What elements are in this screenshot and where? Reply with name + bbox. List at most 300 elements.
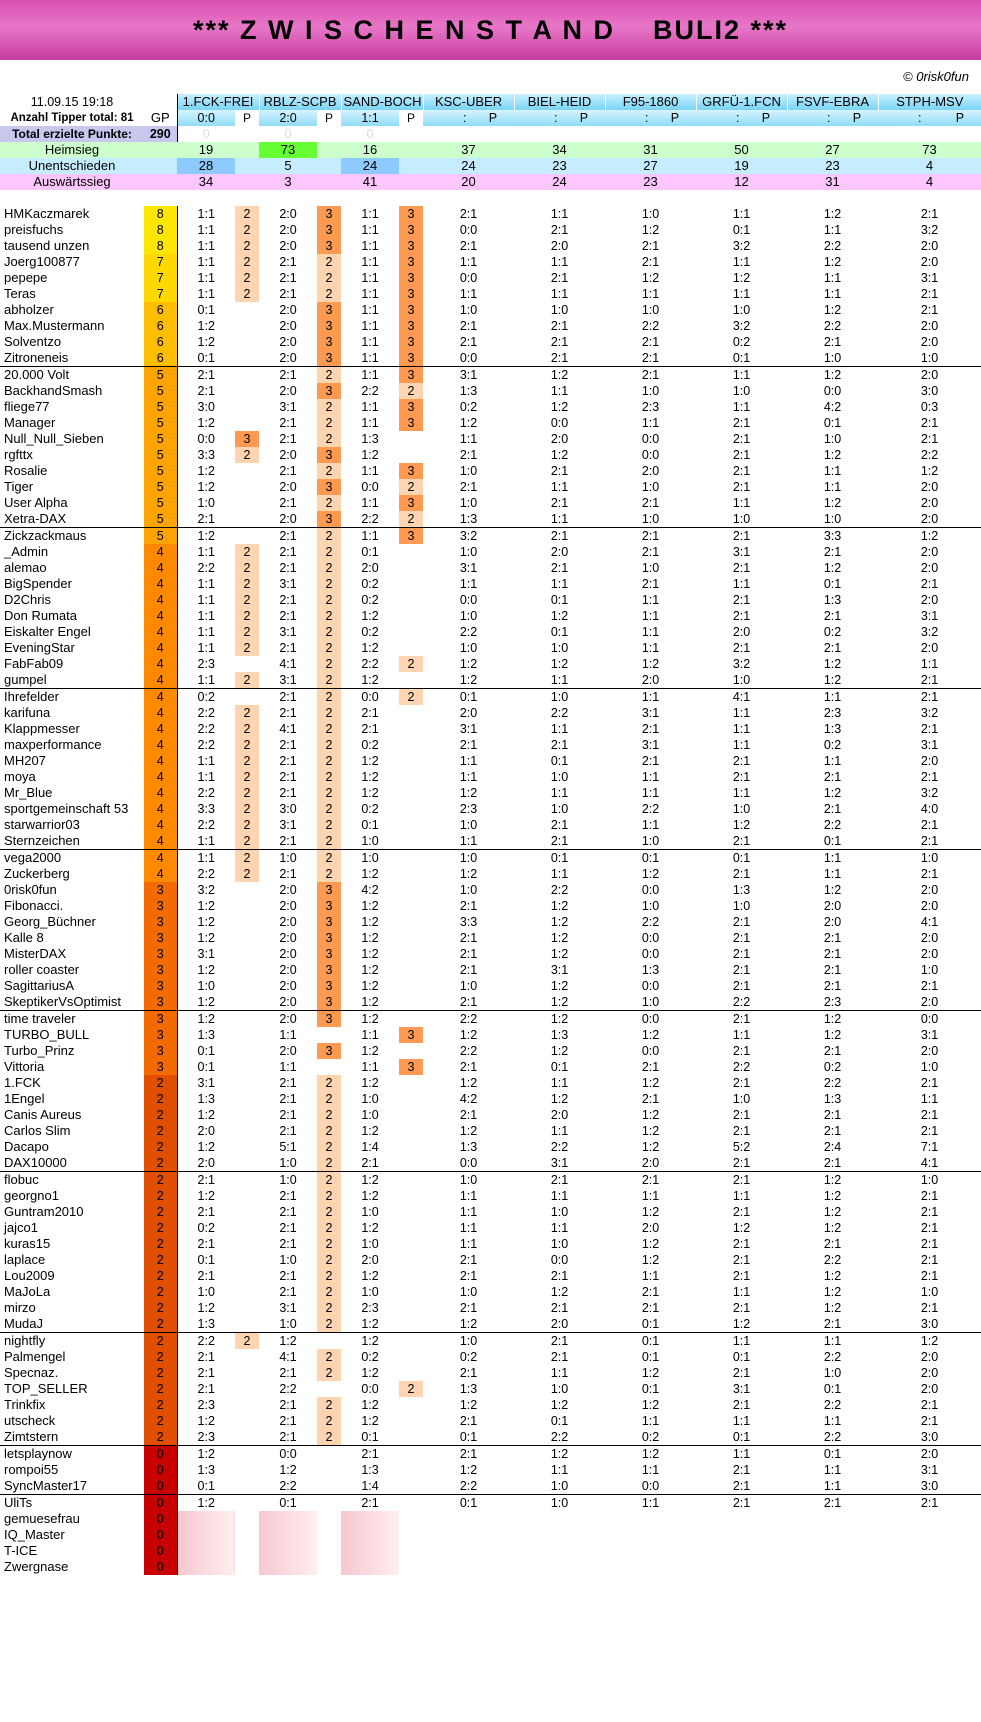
player-tip: 3:3 [787,528,878,545]
stat-label: Heimsieg [0,142,144,158]
player-tip: 1:1 [177,544,235,560]
player-match-points [399,882,423,898]
player-match-points [235,1123,259,1139]
player-tip [341,1559,399,1575]
player-points: 0 [144,1478,177,1495]
player-tip: 2:1 [423,1446,514,1463]
player-tip: 3:2 [920,786,939,800]
stat-value: 4 [925,158,934,173]
player-tip: 1:0 [341,850,399,867]
credit-label: © 0risk0fun [903,69,969,84]
player-match-points [235,318,259,334]
player-tip: 2:0 [279,963,297,977]
spacer [317,190,341,206]
table-row [0,367,981,384]
player-tip: 2:2 [361,512,379,526]
player-tip: 1:1 [696,367,787,384]
player-tip: 2:1 [823,979,842,993]
stat-value: 12 [734,174,749,189]
player-name: Klappmesser [4,721,80,736]
player-tip: 1:0 [641,561,660,575]
player-tip: 3:0 [920,1430,939,1444]
player-tip: 1:1 [732,786,751,800]
player-tip: 1:1 [823,1463,842,1477]
player-tip: 2:1 [279,609,297,623]
spacer [317,158,341,174]
player-tip: 0:1 [423,689,514,706]
player-name: gumpel [4,672,47,687]
player-tip: 1:1 [641,1189,660,1203]
player-tip: 1:1 [641,609,660,623]
player-tip: 1:0 [423,1172,514,1189]
player-tip: 0:0 [641,979,660,993]
player-tip: 2:1 [279,1398,297,1412]
player-tip [259,1511,317,1527]
player-tip: 1:4 [361,1479,379,1493]
table-row [0,1252,981,1268]
player-tip: 1:0 [459,979,478,993]
player-match-points: 2 [317,753,341,769]
player-match-points [399,1333,423,1350]
player-tip: 1:1 [361,464,379,478]
player-tip: 1:1 [361,351,379,365]
player-tip [878,1527,981,1543]
player-tip: 1:0 [641,834,660,848]
player-name: Mr_Blue [4,785,53,800]
player-tip: 2:1 [732,1301,751,1315]
player-tip [177,1527,235,1543]
table-row [0,1155,981,1172]
player-match-points [399,1284,423,1300]
player-tip: 2:1 [823,609,842,623]
player-match-points [399,1155,423,1172]
player-tip: 0:3 [920,400,939,414]
player-tip: 1:3 [177,1027,235,1043]
player-tip: 1:0 [641,207,660,221]
player-tip: 4:2 [823,400,842,414]
stat-value: 27 [825,142,840,157]
player-tip: 2:1 [732,963,751,977]
player-tip: 2:0 [361,561,379,575]
player-tip: 2:1 [279,1124,297,1138]
player-tip: 1:2 [641,1253,660,1267]
player-tip: 2:1 [878,1495,981,1512]
player-match-points [399,431,423,447]
player-tip: 3:1 [279,818,297,832]
player-match-points: 2 [235,544,259,560]
player-tip: 1:1 [550,207,569,221]
spacer [341,190,399,206]
player-tip: 1:2 [279,1463,297,1477]
player-match-points: 2 [317,1107,341,1123]
player-tip: 1:2 [823,1269,842,1283]
player-points: 0 [144,1495,177,1512]
player-tip [423,1559,514,1575]
table-row [0,383,981,399]
player-match-points: 2 [317,576,341,592]
spacer [235,158,259,174]
header-row-results [0,110,981,126]
player-tip [177,1543,235,1559]
player-name: Fibonacci. [4,898,64,913]
player-tip: 2:0 [550,1108,569,1122]
player-match-points [235,1543,259,1559]
player-match-points: 3 [399,415,423,431]
stat-value: 28 [177,158,235,174]
player-tip: 2:1 [732,947,751,961]
player-match-points: 2 [235,560,259,576]
player-tip: 1:1 [823,271,842,285]
player-tip: 1:0 [823,1366,842,1380]
player-tip: 2:0 [279,915,297,929]
player-tip [878,1543,981,1559]
player-match-points [235,1284,259,1300]
player-tip: 2:2 [177,866,235,882]
player-points: 2 [144,1236,177,1252]
player-tip: 2:1 [279,432,297,446]
table-row [0,1365,981,1381]
player-match-points: 2 [399,479,423,495]
player-match-points: 2 [317,1284,341,1300]
player-tip: 2:1 [279,738,297,752]
player-match-points: 2 [317,1397,341,1413]
table-row [0,1316,981,1333]
table-row [0,866,981,882]
player-match-points: 3 [317,914,341,930]
player-tip: 2:2 [823,1430,842,1444]
player-name: karifuna [4,705,51,720]
player-tip: 2:1 [279,1285,297,1299]
player-tip: 0:0 [550,1253,569,1267]
player-tip: 3:2 [732,319,751,333]
stat-row [0,174,981,190]
player-match-points: 2 [235,753,259,769]
player-match-points: 2 [317,1349,341,1365]
player-tip: 2:1 [279,1221,297,1235]
player-name: EveningStar [4,640,75,655]
player-tip: 1:2 [459,673,478,687]
player-tip: 2:1 [641,255,660,269]
spacer [0,190,144,206]
player-tip: 2:2 [361,657,379,671]
player-match-points: 3 [317,479,341,495]
player-tip: 1:2 [361,1269,379,1283]
player-name: Palmengel [4,1349,66,1364]
table-row [0,1188,981,1204]
player-tip: 0:1 [823,834,842,848]
player-tip: 1:0 [550,641,569,655]
player-name: TURBO_BULL [4,1027,90,1042]
player-tip: 1:0 [550,1479,569,1493]
player-tip: 2:1 [920,722,939,736]
player-tip: 1:2 [177,914,235,930]
player-tip: 1:0 [732,512,751,526]
player-tip: 2:1 [279,1366,297,1380]
player-tip: 1:2 [459,867,478,881]
player-tip: 0:0 [459,271,478,285]
player-name: D2Chris [4,592,51,607]
player-tip: 1:3 [459,512,478,526]
player-tip: 1:2 [177,1107,235,1123]
player-match-points [235,1559,259,1575]
player-tip: 1:3 [177,1091,235,1107]
player-tip: 0:1 [177,302,235,318]
player-tip: 2:1 [732,1253,751,1267]
player-tip: 0:0 [823,384,842,398]
player-name: Zimtstern [4,1429,59,1444]
player-tip: 2:0 [279,979,297,993]
spacer [235,174,259,190]
player-match-points: 3 [399,528,423,545]
player-match-points [235,1462,259,1478]
player-tip: 2:1 [459,1269,478,1283]
player-tip: 1:1 [361,416,379,430]
player-tip: 4:1 [920,1156,939,1170]
player-tip: 0:1 [361,545,379,559]
player-points: 4 [144,850,177,867]
player-match-points [235,689,259,706]
table-row [0,447,981,463]
player-tip: 1:2 [361,931,379,945]
player-match-points [399,1268,423,1284]
spacer [399,190,423,206]
player-tip: 2:1 [279,1237,297,1251]
player-match-points: 3 [399,286,423,302]
player-match-points [235,994,259,1011]
player-tip: 1:2 [787,1172,878,1189]
player-name: moya [4,769,36,784]
player-tip: 2:0 [920,641,939,655]
player-points: 2 [144,1172,177,1189]
player-match-points: 3 [399,254,423,270]
table-row [0,882,981,898]
player-match-points: 2 [235,576,259,592]
title-banner [0,0,981,60]
player-match-points: 2 [235,833,259,850]
stat-value: 31 [825,174,840,189]
player-tip [605,1527,696,1543]
player-tip: 2:1 [732,1366,751,1380]
player-tip: 1:0 [732,303,751,317]
match-sum: 0 [177,126,235,142]
player-tip: 2:0 [641,673,660,687]
stat-value: 24 [461,158,476,173]
player-match-points [317,1446,341,1463]
player-tip: 1:1 [177,753,235,769]
player-tip [878,1511,981,1527]
player-points: 2 [144,1349,177,1365]
player-tip: 0:0 [878,1011,981,1028]
player-tip: 1:3 [459,1382,478,1396]
player-match-points [399,1300,423,1316]
player-match-points: 2 [235,866,259,882]
player-match-points: 2 [317,270,341,286]
player-match-points [235,1172,259,1189]
player-tip: 2:0 [920,335,939,349]
player-points: 4 [144,785,177,801]
points-col-header: P [407,111,416,125]
player-tip [605,1559,696,1575]
player-match-points [399,1527,423,1543]
player-tip: 2:2 [177,817,235,833]
player-match-points [317,1027,341,1043]
player-tip: 2:1 [920,1253,939,1267]
player-tip: 7:1 [920,1140,939,1154]
player-match-points: 2 [317,1236,341,1252]
player-tip: 1:2 [823,786,842,800]
player-points: 2 [144,1381,177,1397]
player-tip: 3:1 [920,1463,939,1477]
player-match-points: 3 [317,930,341,946]
player-tip: 2:1 [550,1269,569,1283]
player-tip: 1:1 [361,287,379,301]
player-tip: 1:1 [641,416,660,430]
player-tip: 1:1 [641,1414,660,1428]
player-match-points: 2 [317,1155,341,1172]
player-tip: 2:1 [920,1076,939,1090]
player-points: 5 [144,399,177,415]
stat-value: 24 [552,174,567,189]
stat-value: 5 [284,158,292,173]
player-tip: 1:2 [361,1076,379,1090]
player-match-points: 2 [317,367,341,384]
player-match-points: 3 [399,318,423,334]
player-tip: 2:2 [823,1350,842,1364]
player-match-points [399,769,423,785]
player-match-points: 2 [317,801,341,817]
player-tip: 3:2 [177,882,235,898]
player-tip: 1:2 [459,786,478,800]
player-points: 8 [144,222,177,238]
player-tip: 3:3 [459,915,478,929]
player-tip: 2:1 [279,1430,297,1444]
player-tip: 1:2 [177,318,235,334]
player-match-points: 2 [317,592,341,608]
player-tip: 2:1 [732,1463,751,1477]
player-tip: 1:2 [823,448,842,462]
player-tip: 2:1 [823,1156,842,1170]
player-tip: 1:0 [459,545,478,559]
player-tip: 1:1 [361,207,379,221]
table-row [0,1268,981,1284]
player-tip: 1:0 [878,1172,981,1189]
player-tip: 1:0 [361,1205,379,1219]
player-match-points [235,463,259,479]
player-tip: 2:0 [279,207,297,221]
player-tip: 2:1 [177,1236,235,1252]
player-match-points [235,1059,259,1075]
player-tip: 1:2 [641,1140,660,1154]
player-tip: 2:2 [823,319,842,333]
player-match-points: 2 [235,592,259,608]
player-tip: 1:0 [177,978,235,994]
player-tip: 1:2 [177,528,235,545]
player-tip: 1:1 [459,432,478,446]
player-tip: 2:1 [177,1172,235,1189]
player-match-points [235,1446,259,1463]
player-match-points: 2 [235,206,259,222]
player-tip: 0:1 [177,1059,235,1075]
player-tip: 0:2 [823,738,842,752]
player-tip: 1:3 [177,1316,235,1333]
table-row [0,689,981,706]
player-tip: 2:1 [920,577,939,591]
player-tip: 2:1 [459,335,478,349]
player-match-points [399,866,423,882]
player-match-points: 2 [317,1429,341,1446]
player-tip [787,1559,878,1575]
player-tip: 1:2 [550,448,569,462]
player-tip: 1:0 [423,1333,514,1350]
player-tip: 2:1 [696,1172,787,1189]
player-tip: 0:2 [361,577,379,591]
table-row [0,769,981,785]
player-tip: 2:0 [177,1123,235,1139]
player-tip: 1:1 [550,1076,569,1090]
player-name: rompoi55 [4,1462,59,1477]
player-match-points: 2 [235,254,259,270]
player-points: 5 [144,528,177,545]
player-tip: 3:3 [177,447,235,463]
player-tip: 2:1 [732,1108,751,1122]
player-name: Rosalie [4,463,48,478]
player-match-points [399,1511,423,1527]
match-header: GRFÜ-1.FCN [696,94,787,110]
player-tip: 2:1 [279,867,297,881]
table-row [0,592,981,608]
player-tip: 2:0 [920,947,939,961]
player-match-points: 2 [235,447,259,463]
player-match-points: 2 [317,705,341,721]
player-tip: 1:1 [361,271,379,285]
player-tip: 2:0 [279,303,297,317]
player-tip: 1:2 [459,657,478,671]
player-tip: 1:2 [823,1189,842,1203]
player-tip: 0:1 [550,1414,569,1428]
player-tip: 3:1 [920,609,939,623]
player-tip: 5:2 [732,1140,751,1154]
player-tip: 0:1 [823,1382,842,1396]
player-tip: 1:2 [787,1011,878,1028]
table-row [0,930,981,946]
player-tip: 2:1 [279,706,297,720]
player-match-points [399,1107,423,1123]
player-tip: 0:1 [550,625,569,639]
stat-value: 37 [461,142,476,157]
player-tip: 1:2 [641,1076,660,1090]
player-tip: 1:2 [177,1300,235,1316]
player-match-points [399,1075,423,1091]
table-row [0,801,981,817]
player-tip: 2:1 [641,1301,660,1315]
player-tip: 1:2 [361,770,379,784]
player-tip: 1:3 [823,593,842,607]
player-tip: 2:2 [920,448,939,462]
player-match-points [399,1252,423,1268]
player-tip: 1:1 [177,238,235,254]
table-row [0,270,981,286]
player-tip: 2:1 [732,770,751,784]
player-tip: 2:3 [641,400,660,414]
stat-value: 16 [362,142,378,157]
player-tip: 2:1 [732,641,751,655]
spacer [399,126,423,142]
player-tip: 1:2 [550,657,569,671]
player-tip: 1:2 [550,1285,569,1299]
player-tip: 1:2 [361,1189,379,1203]
player-tip: 0:1 [696,850,787,867]
player-tip: 2:0 [823,915,842,929]
